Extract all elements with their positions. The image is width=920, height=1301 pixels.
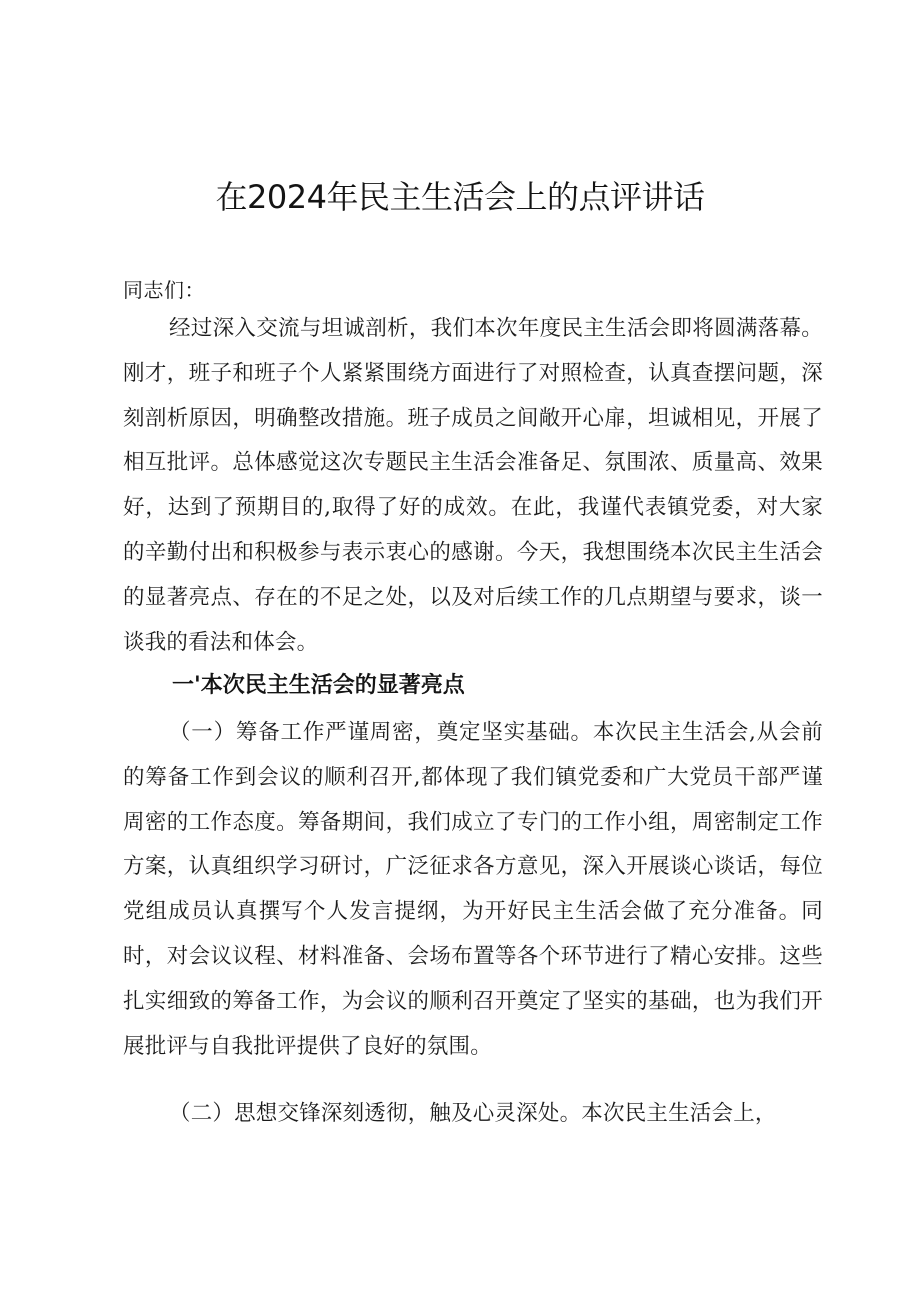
document-title: 在2024年民主生活会上的点评讲话 <box>215 178 705 216</box>
paragraph-intro: 经过深入交流与坦诚剖析，我们本次年度民主生活会即将圆满落幕。刚才，班子和班子个人紧紧围绕方面进行了对照检查，认真查摆问题，深刻剖析原因，明确整改措施。班子成员之间敞开心扉，坦诚相见，开展了相互批评。总体感觉这次专题民主生活会准备足、氛围浓、质量高、效果好，达到了预期目的,取得了好的成效。在此，我谨代表镇党委，对大家的辛勤付出和积极参与表示衷心的感谢。今天，我想围绕本次民主生活会的显著亮点、存在的不足之处，以及对后续工作的几点期望与要求，谈一谈我的看法和体会。 <box>123 316 823 655</box>
salutation: 同志们： <box>123 278 205 302</box>
section-heading: 一'本次民主生活会的显著亮点 <box>172 673 465 698</box>
paragraph-exchange: （二）思想交锋深刻透彻，触及心灵深处。本次民主生活会上， <box>169 1101 777 1126</box>
paragraph-preparation: （一）筹备工作严谨周密，奠定坚实基础。本次民主生活会,从会前的筹备工作到会议的顺利召开,都体现了我们镇党委和广大党员干部严谨周密的工作态度。筹备期间，我们成立了专门的工作小组，周密制定工作方案，认真组织学习研讨，广泛征求各方意见，深入开展谈心谈话，每位党组成员认真撰写个人发言提纲，为开好民主生活会做了充分准备。同时，对会议议程、材料准备、会场布置等各个环节进行了精心安排。这些扎实细致的筹备工作，为会议的顺利召开奠定了坚实的基础，也为我们开展批评与自我批评提供了良好的氛围。 <box>123 720 823 1059</box>
